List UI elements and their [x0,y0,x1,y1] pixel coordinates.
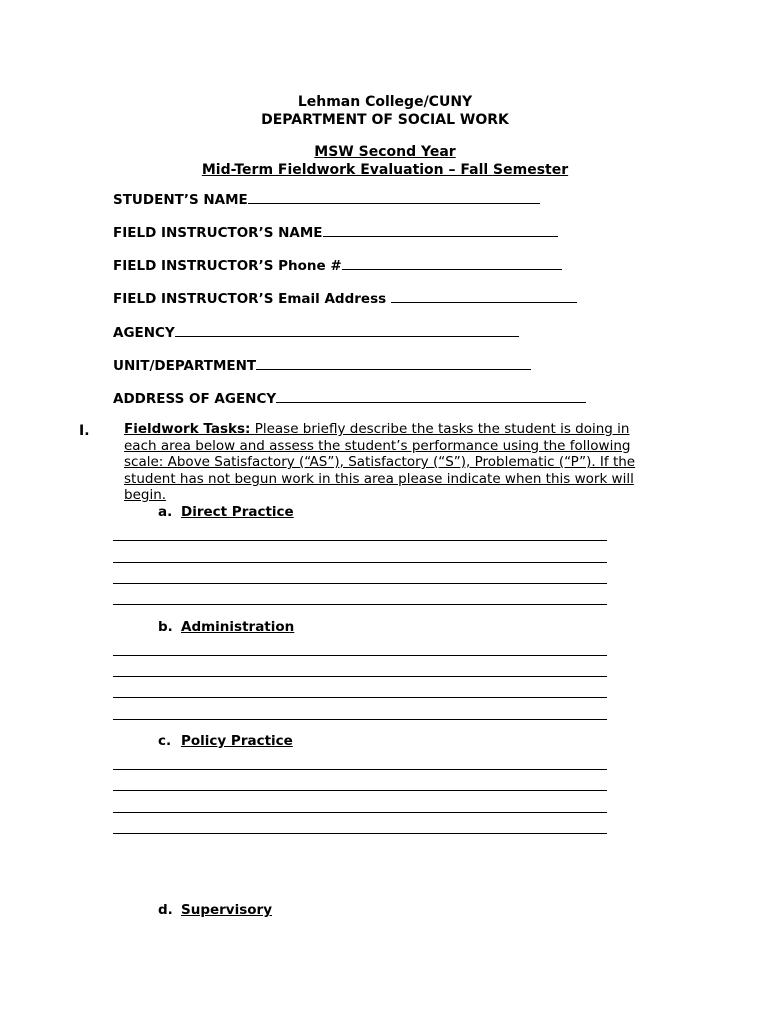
answer-line[interactable] [113,812,607,813]
answer-line[interactable] [113,562,607,563]
unit-department-field[interactable] [113,357,531,375]
area-policy-practice-heading [158,732,293,750]
institution-name: Lehman College/CUNY [297,94,473,110]
department-name: DEPARTMENT OF SOCIAL WORK [261,112,509,128]
unit-department-blank[interactable] [256,357,531,370]
answer-line[interactable] [113,833,607,834]
field-instructor-name-field[interactable] [113,224,558,242]
address-of-agency-field[interactable] [113,390,586,408]
student-name-blank[interactable] [248,191,540,204]
area-title: Supervisory [181,902,273,918]
unit-department-label: UNIT/DEPARTMENT [113,358,257,374]
area-direct-practice-heading [158,503,294,521]
answer-line[interactable] [113,769,607,770]
agency-blank[interactable] [175,324,519,337]
field-instructor-email-blank[interactable] [391,290,577,303]
field-instructor-name-blank[interactable] [323,224,558,237]
field-instructor-email-label: FIELD INSTRUCTOR’S Email Address [113,291,387,307]
section-instructions [124,421,660,504]
field-instructor-phone-label: FIELD INSTRUCTOR’S Phone # [113,258,342,274]
student-name-label: STUDENT’S NAME [113,192,248,208]
area-letter: a. [158,504,173,520]
answer-line[interactable] [113,655,607,656]
area-administration-heading [158,618,294,636]
answer-line[interactable] [113,697,607,698]
area-title: Policy Practice [181,733,293,749]
area-title: Administration [181,619,295,635]
form-title: Mid-Term Fieldwork Evaluation – Fall Semester [201,162,569,178]
section-instructions-text: Please briefly describe the tasks the student is doing in each area below and assess the student’s performance using the following scale: Above Satisfactory (“AS”), Satisfactory (“S”), Problematic (“P”). If the student has not begun work in this area please indicate when this work will begin. [124,421,636,503]
section-lead: Fieldwork Tasks: [124,421,251,437]
student-name-field[interactable] [113,191,540,209]
field-instructor-email-field[interactable] [113,290,577,308]
area-supervisory-heading [158,901,272,919]
program-title: MSW Second Year [314,144,456,160]
agency-field[interactable] [113,324,519,342]
answer-line[interactable] [113,540,607,541]
address-of-agency-blank[interactable] [276,390,586,403]
answer-line[interactable] [113,583,607,584]
field-instructor-phone-blank[interactable] [342,257,562,270]
area-letter: c. [158,733,172,749]
area-letter: d. [158,902,173,918]
field-instructor-phone-field[interactable] [113,257,562,275]
area-title: Direct Practice [181,504,294,520]
section-numeral: I. [79,423,90,439]
answer-line[interactable] [113,604,607,605]
field-instructor-name-label: FIELD INSTRUCTOR’S NAME [113,225,323,241]
answer-line[interactable] [113,790,607,791]
answer-line[interactable] [113,676,607,677]
address-of-agency-label: ADDRESS OF AGENCY [113,391,277,407]
answer-line[interactable] [113,719,607,720]
agency-label: AGENCY [113,325,175,341]
area-letter: b. [158,619,173,635]
